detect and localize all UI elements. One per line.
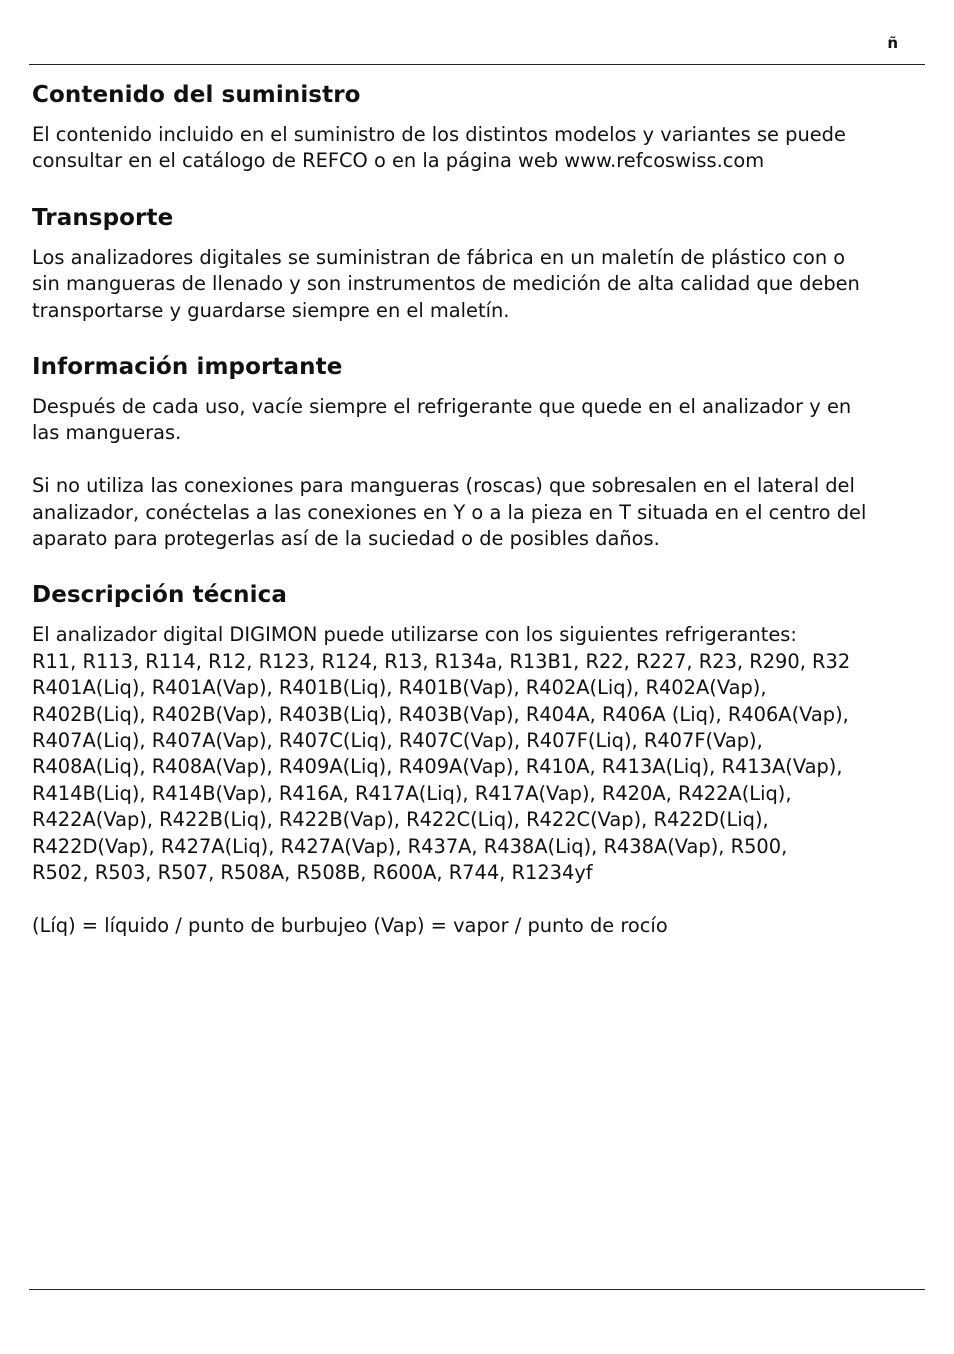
text-line: R422D(Vap), R427A(Liq), R427A(Vap), R437A, R438A(Liq), R438A(Vap), R500,	[32, 834, 788, 858]
text-line: R408A(Liq), R408A(Vap), R409A(Liq), R409A(Vap), R410A, R413A(Liq), R413A(Vap),	[32, 755, 843, 779]
text-line: R407A(Liq), R407A(Vap), R407C(Liq), R407C(Vap), R407F(Liq), R407F(Vap),	[32, 729, 763, 753]
text-line: El contenido incluido en el suministro de los distintos modelos y variantes se puede	[32, 123, 846, 146]
document-body	[32, 78, 922, 965]
text-line: sin mangueras de llenado y son instrumentos de medición de alta calidad que deben	[32, 272, 860, 296]
text-line: Los analizadores digitales se suministran de fábrica en un maletín de plástico con o	[32, 245, 846, 269]
section-paragraph	[32, 122, 922, 175]
text-line: R414B(Liq), R414B(Vap), R416A, R417A(Liq), R417A(Vap), R420A, R422A(Liq),	[32, 781, 792, 805]
text-line: R502, R503, R507, R508A, R508B, R600A, R744, R1234yf	[32, 861, 593, 885]
text-line: El analizador digital DIGIMON puede utilizarse con los siguientes refrigerantes:	[32, 623, 797, 647]
text-line: R11, R113, R114, R12, R123, R124, R13, R134a, R13B1, R22, R227, R23, R290, R32	[32, 649, 851, 673]
text-line: (Líq) = líquido / punto de burbujeo (Vap) = vapor / punto de rocío	[32, 913, 668, 937]
text-line: R422A(Vap), R422B(Liq), R422B(Vap), R422C(Liq), R422C(Vap), R422D(Liq),	[32, 808, 769, 832]
text-line: Si no utiliza las conexiones para mangueras (roscas) que sobresalen en el lateral del	[32, 474, 855, 498]
footer-rule	[29, 1289, 925, 1290]
text-line: aparato para protegerlas así de la suciedad o de posibles daños.	[32, 527, 660, 551]
refrigerant-list	[32, 622, 922, 886]
section-title: Contenido del suministro	[32, 82, 361, 108]
text-line: transportarse y guardarse siempre en el maletín.	[32, 298, 510, 322]
section-transporte	[32, 201, 922, 324]
text-line: analizador, conéctelas a las conexiones en Y o a la pieza en T situada en el centro del	[32, 500, 867, 524]
text-line: las mangueras.	[32, 421, 182, 445]
legend-note	[32, 913, 922, 939]
section-title: Descripción técnica	[32, 582, 287, 609]
page-header-mark: ñ	[887, 34, 898, 52]
text-line: consultar en el catálogo de REFCO o en la página web www.refcoswiss.com	[32, 149, 765, 173]
section-descripcion	[32, 578, 922, 939]
text-line: Después de cada uso, vacíe siempre el refrigerante que quede en el analizador y en	[32, 395, 852, 419]
section-contenido	[32, 78, 922, 175]
section-informacion	[32, 350, 922, 552]
header-rule	[29, 64, 925, 65]
section-paragraph	[32, 245, 922, 324]
section-paragraph	[32, 473, 922, 552]
text-line: R401A(Liq), R401A(Vap), R401B(Liq), R401B(Vap), R402A(Liq), R402A(Vap),	[32, 676, 767, 700]
section-title: Transporte	[32, 204, 174, 231]
section-title: Información importante	[32, 354, 343, 381]
text-line: R402B(Liq), R402B(Vap), R403B(Liq), R403B(Vap), R404A, R406A (Liq), R406A(Vap),	[32, 702, 849, 726]
section-paragraph	[32, 394, 922, 447]
